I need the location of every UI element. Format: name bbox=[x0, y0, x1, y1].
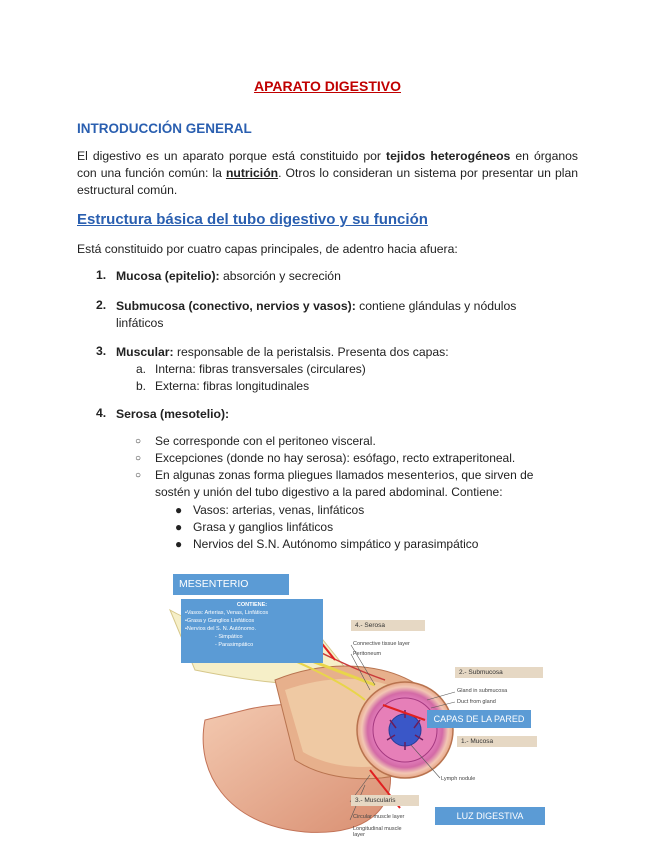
muscular-sub-a: Interna: fibras transversales (circulares) bbox=[155, 362, 366, 376]
layer-4-name: Serosa (mesotelio): bbox=[116, 407, 230, 421]
layer-2-number: 2. bbox=[96, 298, 107, 312]
contiene-line-5: - Parasimpático bbox=[215, 642, 254, 648]
contiene-line-2: •Grasa y Ganglios Linfáticos bbox=[185, 618, 255, 624]
layer-1-item bbox=[116, 268, 341, 285]
submucosa-line-1: Gland in submucosa bbox=[457, 688, 508, 694]
serosa-sub-2: Excepciones (donde no hay serosa): esófago, recto extraperitoneal. bbox=[155, 451, 516, 465]
mes-item-3: Nervios del S.N. Autónomo simpático y parasimpático bbox=[193, 537, 479, 551]
serosa-sub-3-a: En algunas zonas forma pliegues llamados bbox=[155, 468, 388, 482]
layer-4-number: 4. bbox=[96, 406, 107, 420]
serosa-sub-3-c: , que sirven de bbox=[454, 468, 534, 482]
serosa-line-1: Connective tissue layer bbox=[353, 641, 410, 647]
layer-3-name: Muscular: bbox=[116, 345, 174, 359]
serosa-sub-3-d: sostén y unión del tubo digestivo a la pared abdominal. Contiene: bbox=[155, 485, 503, 499]
luz-label: LUZ DIGESTIVA bbox=[435, 807, 545, 825]
intro-text-c: en órganos con una función común: la bbox=[77, 149, 579, 180]
muscular-sub-b-mark: b. bbox=[136, 379, 147, 393]
layer-1-number: 1. bbox=[96, 268, 107, 282]
serosa-sub-3-b: mesenterios bbox=[387, 468, 455, 482]
serosa-label: 4.- Serosa bbox=[351, 620, 425, 631]
layer-3-number: 3. bbox=[96, 344, 107, 358]
layer-3-desc: responsable de la peristalsis. Presenta dos capas: bbox=[173, 345, 449, 359]
contiene-line-1: •Vasos: Arterias, Venas, Linfáticos bbox=[185, 610, 269, 616]
section-lead: Está constituido por cuatro capas principales, de adentro hacia afuera: bbox=[77, 242, 458, 256]
intro-heading: INTRODUCCIÓN GENERAL bbox=[77, 121, 252, 136]
layer-2-name: Submucosa (conectivo, nervios y vasos): bbox=[116, 299, 356, 313]
contiene-box bbox=[181, 599, 323, 663]
mucosa-label: 1.- Mucosa bbox=[457, 736, 537, 747]
serosa-sub-1-mark: ○ bbox=[135, 436, 142, 447]
mes-bullet-1: ● bbox=[175, 503, 183, 517]
intro-text-d: nutrición bbox=[225, 166, 279, 180]
contiene-line-3: •Nervios del S. N. Autónomo. bbox=[185, 626, 257, 632]
layer-2-item bbox=[116, 298, 578, 315]
mes-item-1: Vasos: arterias, venas, linfáticos bbox=[193, 503, 365, 517]
contiene-title: CONTIENE: bbox=[236, 602, 268, 608]
muscularis-line-2: Longitudinal muscle layer bbox=[353, 826, 402, 838]
submucosa-line-2: Duct from gland bbox=[457, 699, 496, 705]
mes-item-2: Grasa y ganglios linfáticos bbox=[193, 520, 334, 534]
capas-label: CAPAS DE LA PARED bbox=[427, 710, 531, 728]
muscular-sub-b: Externa: fibras longitudinales bbox=[155, 379, 310, 393]
section-heading: Estructura básica del tubo digestivo y su función bbox=[77, 211, 428, 228]
mesenterio-label: MESENTERIO bbox=[173, 574, 289, 595]
serosa-sub-3-mark: ○ bbox=[135, 470, 142, 481]
intro-text-b: tejidos heterogéneos bbox=[386, 149, 511, 163]
muscularis-label: 3.- Muscularis bbox=[351, 795, 419, 806]
intro-text-e: . Otros lo consideran un sistema por presentar un plan estructural común. bbox=[77, 166, 579, 197]
muscular-sub-a-mark: a. bbox=[136, 362, 147, 376]
digestive-tube-illustration bbox=[165, 570, 557, 845]
serosa-sub-1: Se corresponde con el peritoneo visceral. bbox=[155, 434, 376, 448]
intro-text-a: El digestivo es un aparato porque está constituido por bbox=[77, 149, 387, 163]
submucosa-label: 2.- Submucosa bbox=[455, 667, 543, 678]
serosa-line-2: Peritoneum bbox=[353, 651, 382, 657]
mes-bullet-2: ● bbox=[175, 520, 183, 534]
layer-1-name: Mucosa (epitelio): bbox=[116, 269, 220, 283]
contiene-line-4: - Simpático bbox=[215, 634, 243, 640]
muscularis-line-1: Circular muscle layer bbox=[353, 814, 405, 820]
layer-4-item bbox=[116, 406, 229, 423]
lymph-label: Lymph nodule bbox=[441, 776, 476, 782]
page-title: APARATO DIGESTIVO bbox=[253, 78, 401, 94]
mes-bullet-3: ● bbox=[175, 537, 183, 551]
serosa-sub-2-mark: ○ bbox=[135, 453, 142, 464]
layer-3-item bbox=[116, 344, 449, 361]
layer-2-desc2: linfáticos bbox=[116, 316, 164, 330]
intro-paragraph bbox=[77, 148, 578, 199]
layer-2-desc: contiene glándulas y nódulos bbox=[355, 299, 517, 313]
layer-1-desc: absorción y secreción bbox=[219, 269, 341, 283]
serosa-sub-3 bbox=[155, 467, 578, 484]
